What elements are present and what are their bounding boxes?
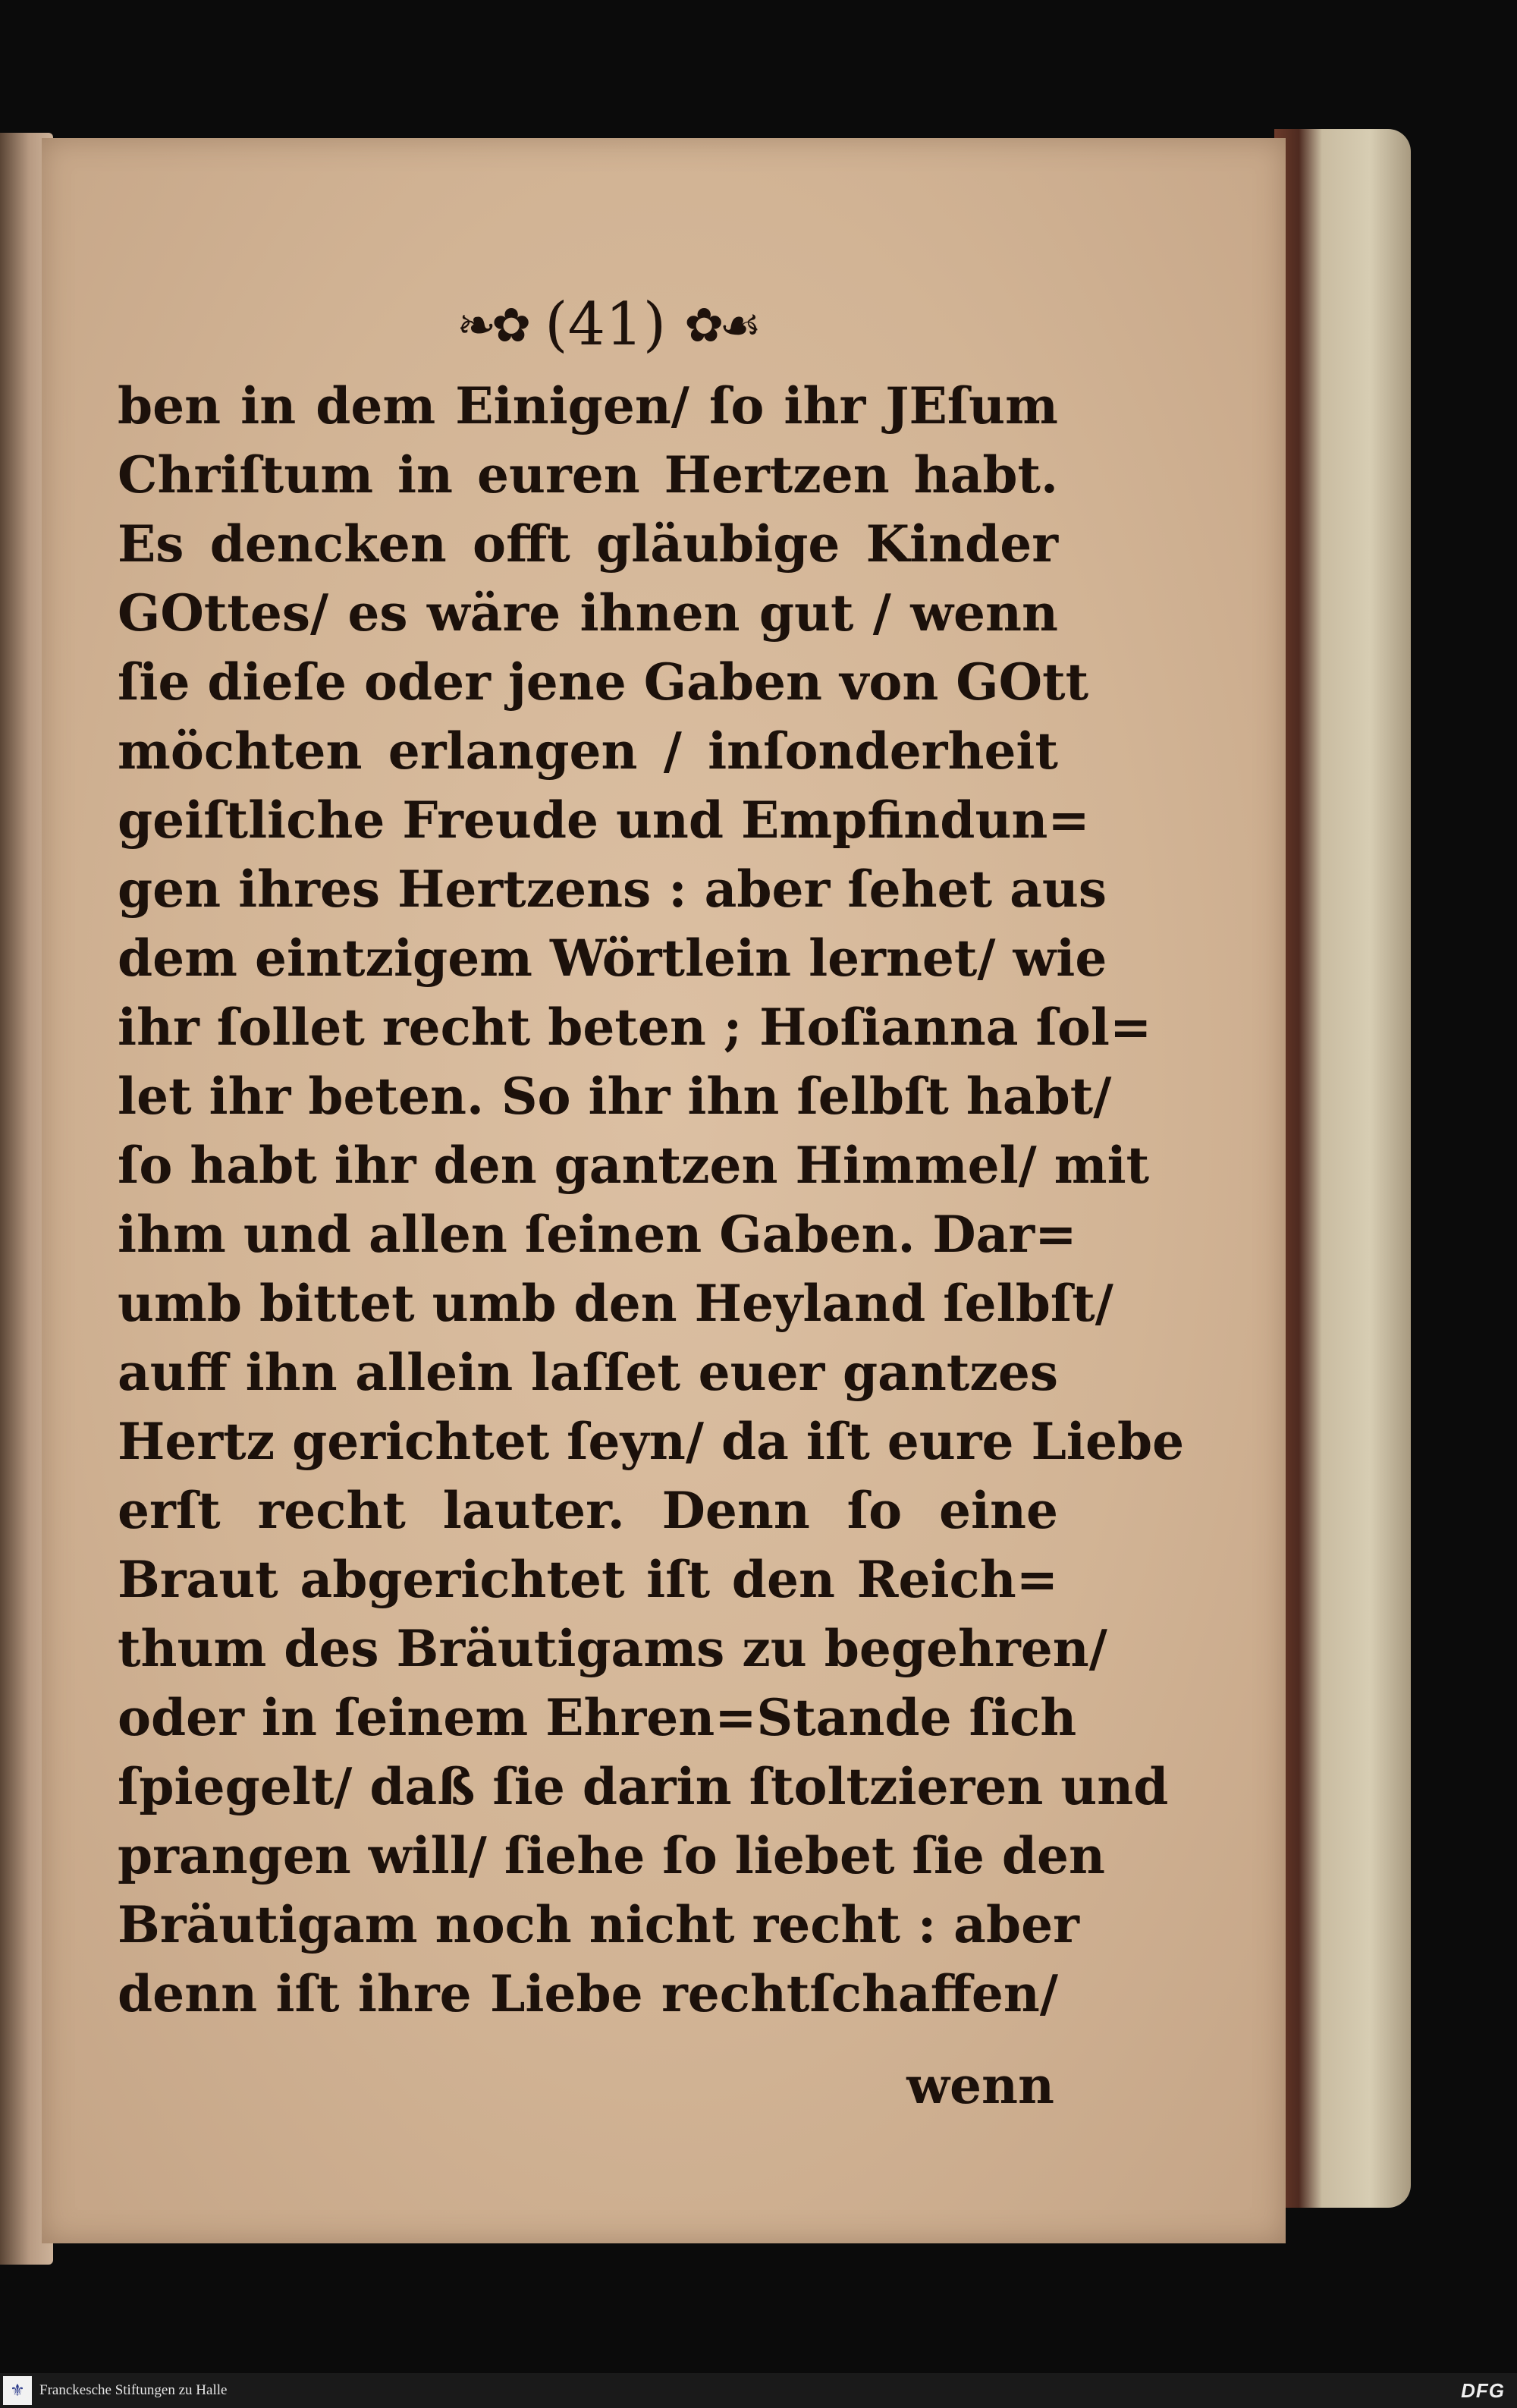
footer-bar xyxy=(0,2373,1517,2408)
book-fore-edge xyxy=(1274,129,1411,2208)
text-line: auff ihn allein laſſet euer gantzes xyxy=(118,1343,1058,1402)
text-line: Hertz gerichtet ſeyn/ da iſt eure Liebe xyxy=(118,1412,1185,1471)
body-text xyxy=(118,372,1185,2029)
text-line: möchten erlangen / inſonderheit xyxy=(118,721,1058,781)
text-line: Bräutigam noch nicht recht : aber xyxy=(118,1895,1079,1954)
text-line: ihm und allen ſeinen Gaben. Dar= xyxy=(118,1205,1077,1264)
text-line: prangen will/ ſiehe ſo liebet ſie den xyxy=(118,1826,1105,1885)
text-line: Es dencken offt gläubige Kinder xyxy=(118,514,1058,574)
text-line: gen ihres Hertzens : aber ſehet aus xyxy=(118,860,1107,919)
institution-emblem-icon: ⚜ xyxy=(3,2376,32,2405)
text-line: dem eintzigem Wörtlein lernet/ wie xyxy=(118,929,1107,988)
text-line: ihr ſollet recht beten ; Hoſianna ſol= xyxy=(118,998,1152,1057)
text-line: geiſtliche Freude und Empfindun= xyxy=(118,791,1090,850)
text-line: thum des Bräutigams zu begehren/ xyxy=(118,1619,1107,1678)
text-line: let ihr beten. So ihr ihn ſelbſt habt/ xyxy=(118,1067,1112,1126)
text-line: erſt recht lauter. Denn ſo eine xyxy=(118,1481,1058,1540)
text-line: ſie dieſe oder jene Gaben von GOtt xyxy=(118,652,1089,712)
page-number: (41) xyxy=(545,291,667,359)
page-header xyxy=(402,287,812,363)
text-line: ſpiegelt/ daß ſie darin ſtoltzieren und xyxy=(118,1757,1169,1816)
text-line: ben in dem Einigen/ ſo ihr JEſum xyxy=(118,376,1058,435)
ornament-left-icon: ❧✿ xyxy=(457,297,527,353)
text-line: umb bittet umb den Heyland ſelbſt/ xyxy=(118,1274,1113,1333)
text-line: GOttes/ es wäre ihnen gut / wenn xyxy=(118,583,1058,643)
text-line: Braut abgerichtet iſt den Reich= xyxy=(118,1550,1058,1609)
text-line: oder in ſeinem Ehren=Stande ſich xyxy=(118,1688,1077,1747)
ornament-right-icon: ✿☙ xyxy=(684,297,757,353)
institution-name: Franckesche Stiftungen zu Halle xyxy=(39,2382,228,2398)
catchword: wenn xyxy=(906,2056,1054,2115)
text-line: ſo habt ihr den gantzen Himmel/ mit xyxy=(118,1136,1150,1195)
text-line: denn iſt ihre Liebe rechtſchaffen/ xyxy=(118,1964,1058,2023)
text-line: Chriſtum in euren Hertzen habt. xyxy=(118,445,1058,505)
funder-logo: DFG xyxy=(1461,2379,1505,2402)
